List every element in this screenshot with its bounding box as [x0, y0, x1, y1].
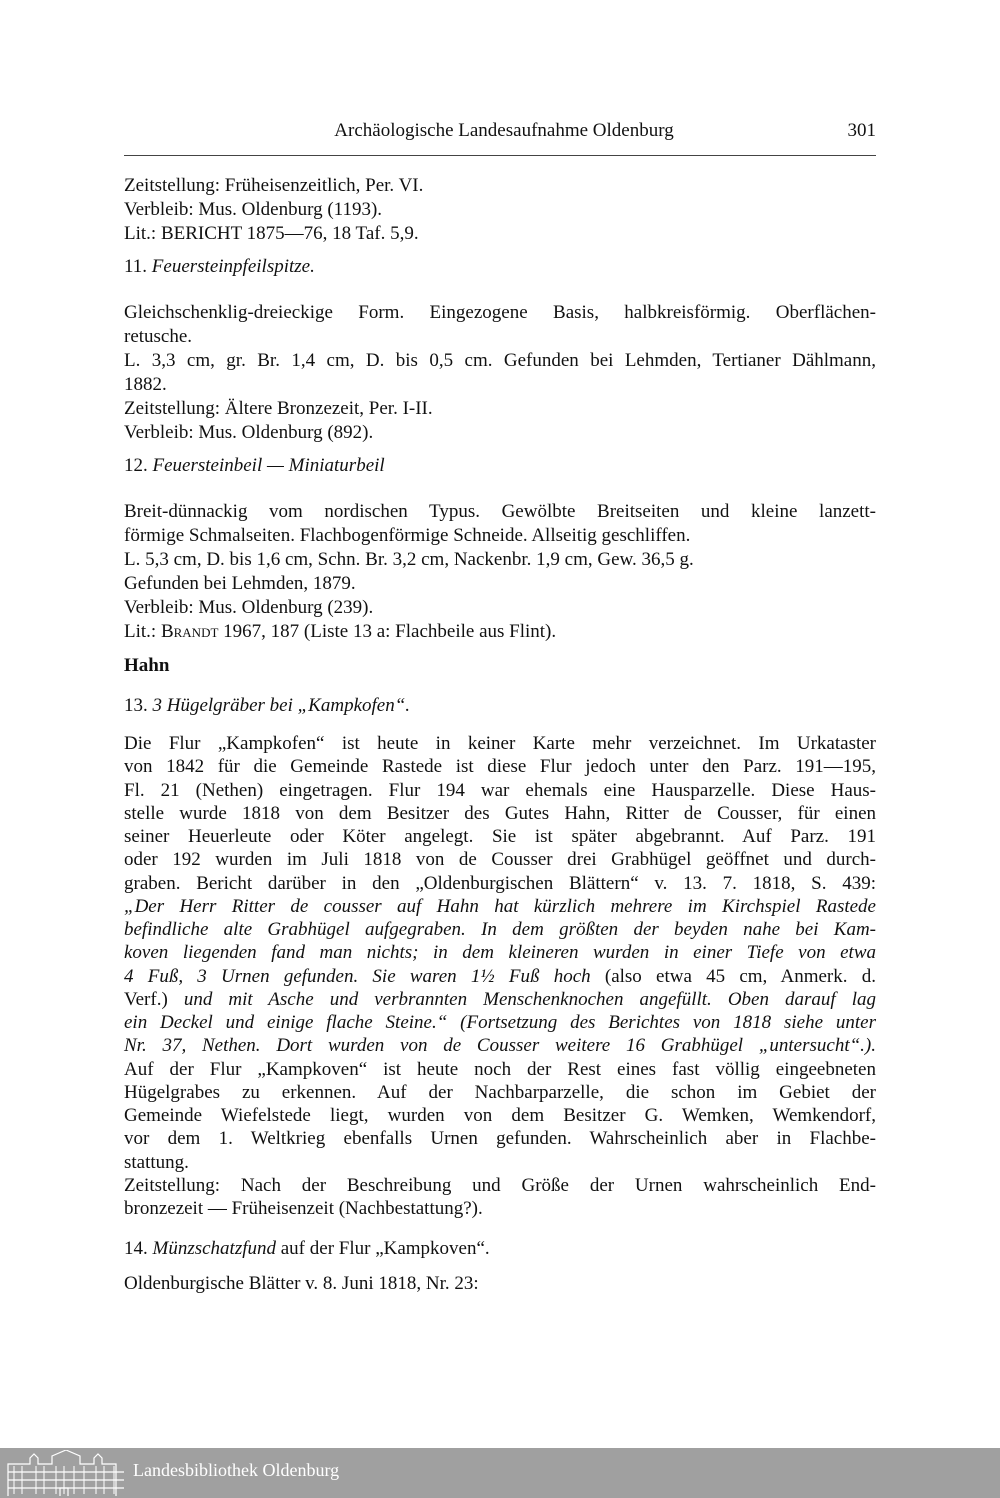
text-line — [124, 198, 876, 222]
text-segment: Verbleib: Mus. Oldenburg (1193). — [124, 199, 383, 220]
text-segment: 14. — [124, 1238, 153, 1259]
entry-11-heading — [124, 255, 876, 279]
text-segment: und mit Asche und verbrannten Menschenknochen angefüllt. Oben darauf lag — [183, 988, 876, 1010]
text-segment: Verbleib: Mus. Oldenburg (239). — [124, 597, 374, 618]
text-segment: Feuersteinbeil — Miniaturbeil — [152, 455, 385, 476]
text-line — [124, 548, 876, 572]
text-line — [124, 255, 876, 279]
running-header-title: Archäologische Landesaufnahme Oldenburg — [334, 120, 674, 141]
text-line — [124, 524, 876, 548]
text-segment: Verf.) — [124, 988, 184, 1010]
text-line — [124, 965, 876, 988]
text-segment: 13. — [124, 695, 153, 716]
text-segment: stattung. — [124, 1151, 189, 1173]
text-line — [124, 500, 876, 524]
text-segment: Auf der Flur „Kampkoven“ ist heute noch der Rest eines fast völlig eingeebneten — [124, 1058, 876, 1080]
text-segment: bronzezeit — Früheisenzeit (Nachbestattung?). — [124, 1198, 483, 1219]
text-line — [124, 654, 876, 678]
text-segment: Lit.: — [124, 621, 161, 642]
text-segment: von 1842 für die Gemeinde Rastede ist diese Flur jedoch unter den Parz. 191—195, — [124, 756, 876, 778]
text-segment: vor dem 1. Weltkrieg ebenfalls Urnen gefunden. Wahrscheinlich aber in Flachbe- — [124, 1128, 876, 1150]
text-segment: seiner Heuerleute oder Köter angelegt. Sie ist später abgebrannt. Auf Parz. 191 — [124, 826, 876, 847]
entry-14-heading — [124, 1237, 876, 1261]
text-line — [124, 1127, 876, 1150]
text-segment: Die Flur „Kampkofen“ ist heute in keiner Karte mehr verzeichnet. Im Urkataster — [124, 733, 876, 754]
text-segment: 3 Hügelgräber bei „Kampkofen“. — [152, 695, 411, 716]
text-line — [124, 572, 876, 596]
text-line — [124, 1034, 876, 1057]
text-segment: 1882. — [124, 374, 167, 395]
text-segment: L. 3,3 cm, gr. Br. 1,4 cm, D. bis 0,5 cm. Gefunden bei Lehmden, Tertianer Dählmann, — [124, 350, 876, 371]
text-line — [124, 1272, 876, 1296]
text-segment: Gefunden bei Lehmden, 1879. — [124, 573, 356, 594]
text-segment: graben. Bericht darüber in den „Oldenburgischen Blättern“ v. 13. 7. 1818, S. 439: — [124, 872, 876, 894]
text-segment: auf der Flur „Kampkoven“. — [276, 1238, 490, 1259]
text-line — [124, 325, 876, 349]
text-line — [124, 1174, 876, 1197]
text-segment: 12. — [124, 455, 153, 476]
text-line — [124, 397, 876, 421]
entry-12-heading — [124, 454, 876, 478]
text-line — [124, 596, 876, 620]
text-segment: Verbleib: Mus. Oldenburg (892). — [124, 422, 374, 443]
text-line — [124, 732, 876, 755]
text-line — [124, 941, 876, 964]
text-segment: Zeitstellung: Ältere Bronzezeit, Per. I-II. — [124, 398, 433, 419]
library-building-logo — [6, 1450, 124, 1496]
text-segment: koven liegenden fand man nichts; in dem kleineren wurden in einer Tiefe von etwa — [124, 942, 876, 964]
text-line — [124, 872, 876, 895]
text-segment: retusche. — [124, 326, 193, 347]
entry-11-body — [124, 301, 876, 445]
text-line — [124, 825, 876, 848]
text-segment: 4 Fuß, 3 Urnen gefunden. Sie waren 1½ Fuß hoch — [124, 965, 591, 987]
entry-12-body — [124, 500, 876, 644]
text-line — [124, 1011, 876, 1034]
text-segment: Feuersteinpfeilspitze. — [151, 256, 315, 277]
section-heading-hahn — [124, 654, 876, 678]
text-line — [124, 620, 876, 644]
text-line — [124, 349, 876, 373]
text-line — [124, 1081, 876, 1104]
text-segment: Breit-dünnackig vom nordischen Typus. Gewölbte Breitseiten und kleine lanzett- — [124, 501, 876, 522]
text-segment: befindliche alte Grabhügel aufgegraben. In dem größten der beyden nahe bei Kam- — [124, 919, 876, 940]
text-line — [124, 1058, 876, 1081]
entry-14-body — [124, 1272, 876, 1296]
text-segment: 11. — [124, 256, 152, 277]
header-rule — [124, 155, 876, 156]
text-segment: Gemeinde Wiefelstede liegt, wurden von dem Besitzer G. Wemken, Wemkendorf, — [124, 1105, 876, 1126]
text-line — [124, 174, 876, 198]
text-segment: Lit.: BERICHT 1875—76, 18 Taf. 5,9. — [124, 223, 419, 244]
text-segment: „Der Herr Ritter de cousser auf Hahn hat kürzlich mehrere im Kirchspiel Rastede — [124, 895, 876, 917]
text-line — [124, 1237, 876, 1261]
text-line — [124, 779, 876, 802]
text-line — [124, 222, 876, 246]
text-segment: Nr. 37, Nethen. Dort wurden von de Cousser weitere 16 Grabhügel „untersucht“.). — [124, 1035, 876, 1057]
text-line — [124, 301, 876, 325]
text-line — [124, 421, 876, 445]
text-segment: (also etwa 45 cm, Anmerk. d. — [590, 965, 876, 987]
text-segment: Zeitstellung: Nach der Beschreibung und Größe der Urnen wahrscheinlich End- — [124, 1174, 876, 1196]
library-footer-bar — [0, 1448, 1000, 1498]
text-line — [124, 988, 876, 1011]
text-line — [124, 1151, 876, 1174]
text-line — [124, 755, 876, 778]
text-segment: 1967, 187 (Liste 13 a: Flachbeile aus Flint). — [218, 621, 557, 642]
text-line — [124, 1197, 876, 1220]
text-line — [124, 895, 876, 918]
text-line — [124, 454, 876, 478]
text-segment: Gleichschenklig-dreieckige Form. Eingezogene Basis, halbkreisförmig. Oberflächen- — [124, 302, 876, 323]
text-segment: Fl. 21 (Nethen) eingetragen. Flur 194 war ehemals eine Hausparzelle. Diese Haus- — [124, 779, 876, 801]
text-segment: stelle wurde 1818 von dem Besitzer des Gutes Hahn, Ritter de Cousser, für einen — [124, 802, 876, 824]
text-segment: oder 192 wurden im Juli 1818 von de Cousser drei Grabhügel geöffnet und durch- — [124, 849, 876, 871]
text-segment: Zeitstellung: Früheisenzeitlich, Per. VI. — [124, 175, 424, 196]
text-segment: ein Deckel und einige flache Steine.“ (Fortsetzung des Berichtes von 1818 siehe unter — [124, 1012, 876, 1033]
entry-13-body — [124, 732, 876, 1220]
library-name: Landesbibliothek Oldenburg — [133, 1460, 340, 1480]
text-line — [124, 848, 876, 871]
text-segment: Oldenburgische Blätter v. 8. Juni 1818, Nr. 23: — [124, 1273, 479, 1294]
text-line — [124, 373, 876, 397]
text-line — [124, 1104, 876, 1127]
text-segment: Münzschatzfund — [152, 1238, 276, 1259]
text-segment: L. 5,3 cm, D. bis 1,6 cm, Schn. Br. 3,2 cm, Nackenbr. 1,9 cm, Gew. 36,5 g. — [124, 549, 694, 570]
text-line — [124, 918, 876, 941]
text-segment: Hahn — [124, 655, 170, 676]
page-number: 301 — [847, 120, 876, 141]
entry-13-heading — [124, 694, 876, 718]
text-segment: Brandt — [160, 621, 219, 642]
text-segment: förmige Schmalseiten. Flachbogenförmige Schneide. Allseitig geschliffen. — [124, 525, 691, 546]
text-line — [124, 694, 876, 718]
text-line — [124, 802, 876, 825]
text-segment: Hügelgrabes zu erkennen. Auf der Nachbarparzelle, die schon im Gebiet der — [124, 1081, 876, 1103]
entry-10-details — [124, 174, 876, 246]
